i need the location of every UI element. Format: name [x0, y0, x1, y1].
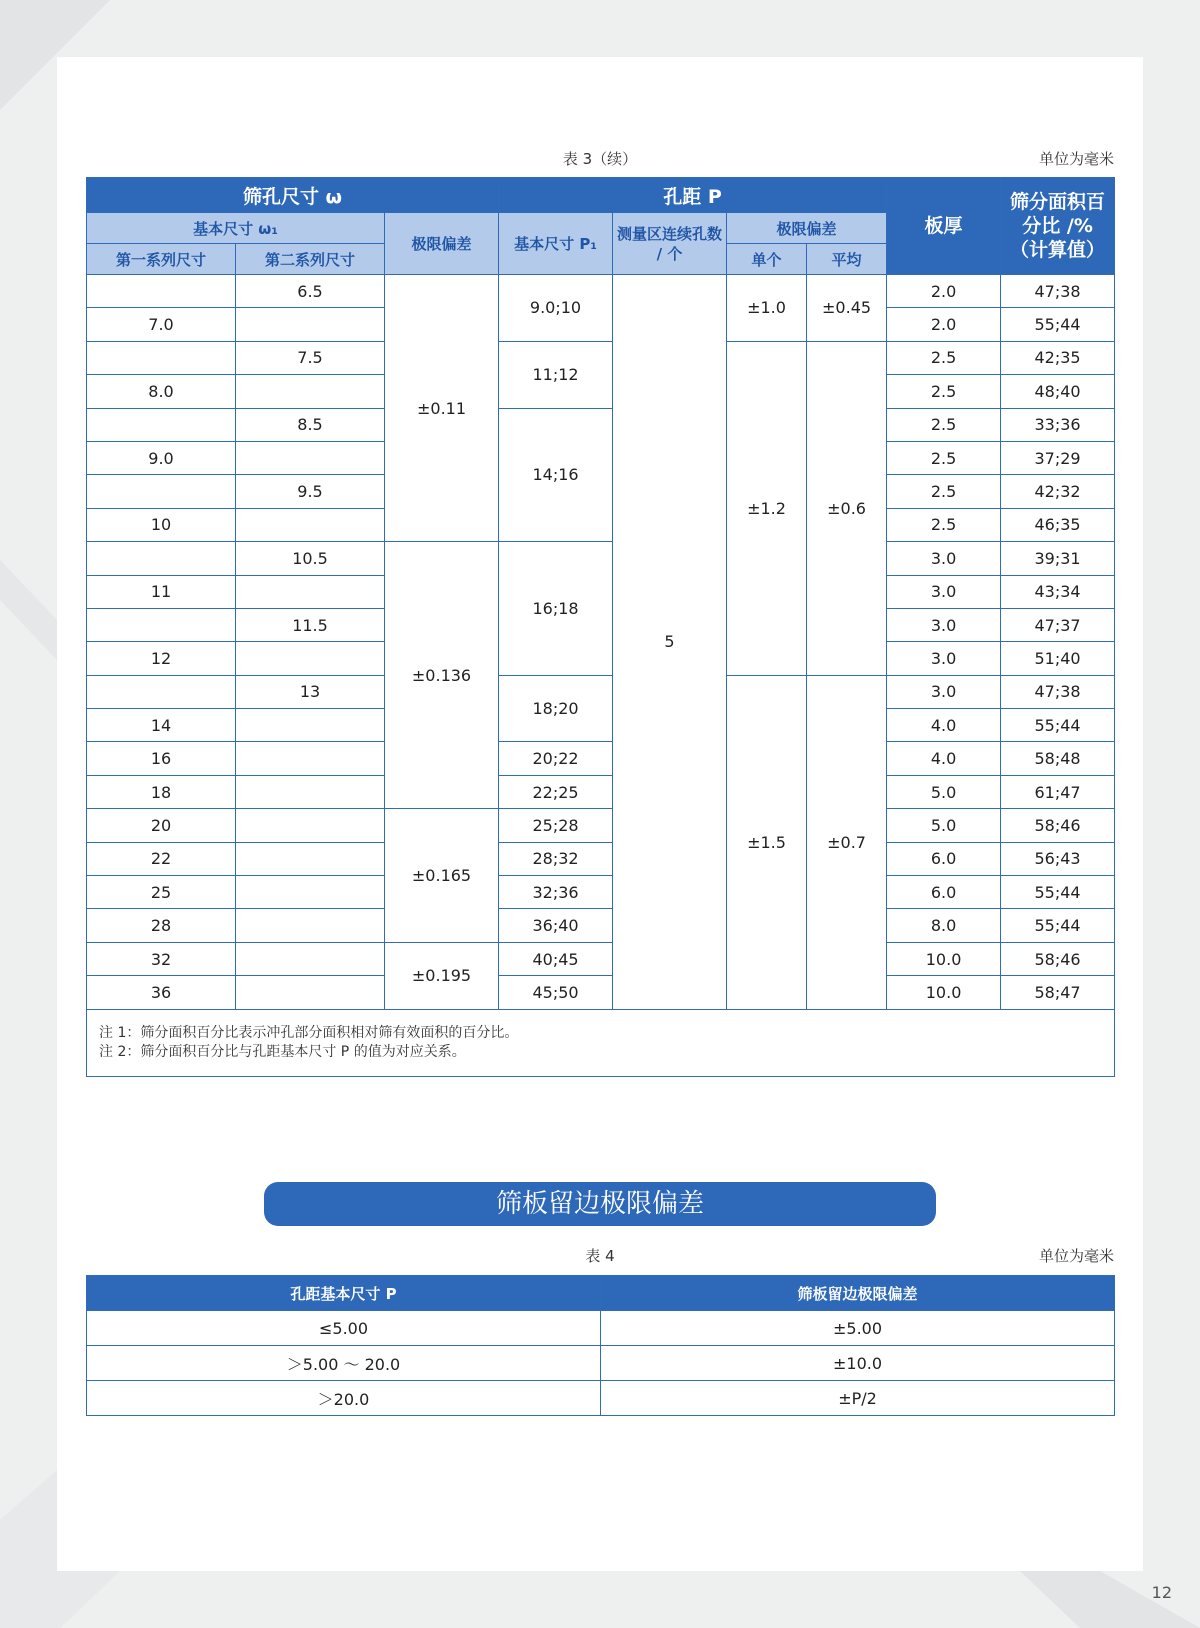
cell-area-pct: 42;35: [1001, 341, 1115, 374]
table4-caption: 表 4: [585, 1247, 615, 1265]
cell-pitch: 18;20: [499, 675, 613, 742]
cell-series2: [236, 709, 385, 742]
cell-thickness: 2.5: [887, 508, 1001, 541]
cell-series2: [236, 742, 385, 775]
cell-series1: 22: [87, 842, 236, 875]
cell-pitch: 45;50: [499, 976, 613, 1009]
cell-pitch: 25;28: [499, 809, 613, 842]
cell-area-pct: 48;40: [1001, 375, 1115, 408]
table-row: [87, 542, 1115, 575]
cell-area-pct: 55;44: [1001, 709, 1115, 742]
cell-area-pct: 55;44: [1001, 308, 1115, 341]
cell-series1: [87, 475, 236, 508]
cell-single-dev: ±1.5: [727, 675, 807, 1009]
cell-thickness: 2.5: [887, 341, 1001, 374]
table-row: [87, 408, 1115, 441]
table-row: [87, 1381, 1115, 1416]
cell-thickness: 2.5: [887, 475, 1001, 508]
cell-edge-dev: ±10.0: [601, 1346, 1115, 1381]
cell-series2: 10.5: [236, 542, 385, 575]
cell-single-dev: ±1.2: [727, 341, 807, 675]
cell-limit-dev: ±0.195: [385, 942, 499, 1009]
table3-unit: 单位为毫米: [1038, 150, 1114, 168]
cell-series2: [236, 909, 385, 942]
cell-area-pct: 33;36: [1001, 408, 1115, 441]
cell-thickness: 6.0: [887, 876, 1001, 909]
header-pitch-limit-dev: 极限偏差: [727, 213, 887, 244]
table-row: [87, 909, 1115, 942]
table-notes-row: [87, 1009, 1115, 1076]
cell-series1: [87, 275, 236, 308]
cell-series2: [236, 508, 385, 541]
header-basic-pitch: 基本尺寸 P₁: [499, 213, 613, 275]
cell-area-pct: 43;34: [1001, 575, 1115, 608]
header-edge-dev: 筛板留边极限偏差: [601, 1276, 1115, 1311]
cell-limit-dev: ±0.136: [385, 542, 499, 809]
page-number: 12: [1151, 1583, 1172, 1602]
cell-pitch: 16;18: [499, 542, 613, 676]
cell-avg-dev: ±0.7: [807, 675, 887, 1009]
header-sieve-size: 筛孔尺寸 ω: [87, 178, 499, 213]
header-measure-holes: 测量区连续孔数 / 个: [613, 213, 727, 275]
cell-measure-holes: 5: [613, 275, 727, 1010]
cell-thickness: 5.0: [887, 775, 1001, 808]
table-row: [87, 775, 1115, 808]
cell-area-pct: 58;48: [1001, 742, 1115, 775]
table3-caption: 表 3（续）: [562, 150, 638, 168]
header-single: 单个: [727, 244, 807, 275]
cell-area-pct: 47;38: [1001, 675, 1115, 708]
cell-thickness: 3.0: [887, 542, 1001, 575]
cell-edge-dev: ±P/2: [601, 1381, 1115, 1416]
table4-unit: 单位为毫米: [1038, 1247, 1114, 1265]
cell-series2: [236, 642, 385, 675]
section-title-banner: 筛板留边极限偏差: [264, 1182, 936, 1226]
cell-pitch: 22;25: [499, 775, 613, 808]
cell-series1: [87, 608, 236, 641]
cell-avg-dev: ±0.6: [807, 341, 887, 675]
table4: [86, 1275, 1115, 1416]
cell-series2: [236, 575, 385, 608]
cell-avg-dev: ±0.45: [807, 275, 887, 342]
cell-series1: 11: [87, 575, 236, 608]
cell-series2: 11.5: [236, 608, 385, 641]
table4-caption-row: [86, 1245, 1114, 1265]
cell-thickness: 2.5: [887, 441, 1001, 474]
cell-series1: 12: [87, 642, 236, 675]
cell-series1: 14: [87, 709, 236, 742]
note-1: 注 1：筛分面积百分比表示冲孔部分面积相对筛有效面积的百分比。: [99, 1024, 519, 1041]
header-average: 平均: [807, 244, 887, 275]
cell-area-pct: 37;29: [1001, 441, 1115, 474]
cell-series1: 18: [87, 775, 236, 808]
cell-area-pct: 58;46: [1001, 942, 1115, 975]
header-series1: 第一系列尺寸: [87, 244, 236, 275]
header-area-pct: 筛分面积百分比 /%（计算值）: [1001, 178, 1115, 275]
cell-series2: [236, 809, 385, 842]
cell-series2: [236, 942, 385, 975]
table-row: [87, 675, 1115, 708]
cell-series1: [87, 675, 236, 708]
cell-limit-dev: ±0.11: [385, 275, 499, 542]
cell-thickness: 8.0: [887, 909, 1001, 942]
table-row: [87, 742, 1115, 775]
cell-series2: 7.5: [236, 341, 385, 374]
cell-series2: [236, 842, 385, 875]
header-thickness: 板厚: [887, 178, 1001, 275]
cell-thickness: 3.0: [887, 675, 1001, 708]
table3: [86, 177, 1115, 1077]
cell-thickness: 2.5: [887, 375, 1001, 408]
cell-thickness: 10.0: [887, 976, 1001, 1009]
cell-series1: 9.0: [87, 441, 236, 474]
cell-area-pct: 58;46: [1001, 809, 1115, 842]
table-row: [87, 1311, 1115, 1346]
cell-series1: [87, 542, 236, 575]
cell-series1: 7.0: [87, 308, 236, 341]
cell-series2: [236, 375, 385, 408]
cell-pitch: 20;22: [499, 742, 613, 775]
cell-pitch-range: ＞5.00 ～ 20.0: [87, 1346, 601, 1381]
table-row: [87, 275, 1115, 308]
table-row: [87, 809, 1115, 842]
cell-thickness: 4.0: [887, 709, 1001, 742]
cell-series1: [87, 408, 236, 441]
cell-series2: 13: [236, 675, 385, 708]
cell-thickness: 6.0: [887, 842, 1001, 875]
cell-edge-dev: ±5.00: [601, 1311, 1115, 1346]
table-row: [87, 1346, 1115, 1381]
header-basic-size: 基本尺寸 ω₁: [87, 213, 385, 244]
cell-area-pct: 61;47: [1001, 775, 1115, 808]
cell-area-pct: 51;40: [1001, 642, 1115, 675]
table-row: [87, 976, 1115, 1009]
cell-series2: [236, 441, 385, 474]
cell-thickness: 3.0: [887, 608, 1001, 641]
cell-series1: [87, 341, 236, 374]
header-series2: 第二系列尺寸: [236, 244, 385, 275]
cell-area-pct: 39;31: [1001, 542, 1115, 575]
cell-pitch: 14;16: [499, 408, 613, 542]
cell-thickness: 2.0: [887, 275, 1001, 308]
cell-thickness: 3.0: [887, 642, 1001, 675]
cell-pitch: 40;45: [499, 942, 613, 975]
cell-thickness: 3.0: [887, 575, 1001, 608]
cell-series2: [236, 308, 385, 341]
cell-pitch-range: ＞20.0: [87, 1381, 601, 1416]
cell-series2: 8.5: [236, 408, 385, 441]
cell-single-dev: ±1.0: [727, 275, 807, 342]
table-row: [87, 842, 1115, 875]
cell-pitch: 9.0;10: [499, 275, 613, 342]
cell-series2: [236, 775, 385, 808]
cell-series1: 16: [87, 742, 236, 775]
header-pitch: 孔距 P: [499, 178, 887, 213]
cell-thickness: 2.0: [887, 308, 1001, 341]
cell-thickness: 5.0: [887, 809, 1001, 842]
cell-series1: 10: [87, 508, 236, 541]
header-limit-dev: 极限偏差: [385, 213, 499, 275]
cell-series2: 6.5: [236, 275, 385, 308]
cell-pitch: 32;36: [499, 876, 613, 909]
cell-area-pct: 58;47: [1001, 976, 1115, 1009]
cell-series1: 8.0: [87, 375, 236, 408]
cell-area-pct: 47;37: [1001, 608, 1115, 641]
cell-series2: 9.5: [236, 475, 385, 508]
cell-series1: 28: [87, 909, 236, 942]
cell-area-pct: 47;38: [1001, 275, 1115, 308]
table-row: [87, 942, 1115, 975]
cell-area-pct: 56;43: [1001, 842, 1115, 875]
cell-pitch-range: ≤5.00: [87, 1311, 601, 1346]
table3-caption-row: [86, 148, 1114, 168]
cell-pitch: 11;12: [499, 341, 613, 408]
cell-series2: [236, 876, 385, 909]
header-pitch-basic: 孔距基本尺寸 P: [87, 1276, 601, 1311]
cell-area-pct: 42;32: [1001, 475, 1115, 508]
table-row: [87, 876, 1115, 909]
cell-series1: 36: [87, 976, 236, 1009]
cell-pitch: 36;40: [499, 909, 613, 942]
cell-area-pct: 55;44: [1001, 876, 1115, 909]
cell-thickness: 4.0: [887, 742, 1001, 775]
cell-area-pct: 46;35: [1001, 508, 1115, 541]
table-row: [87, 341, 1115, 374]
table-notes: [87, 1009, 1115, 1076]
cell-series1: 20: [87, 809, 236, 842]
cell-thickness: 2.5: [887, 408, 1001, 441]
cell-series2: [236, 976, 385, 1009]
cell-pitch: 28;32: [499, 842, 613, 875]
cell-series1: 25: [87, 876, 236, 909]
cell-limit-dev: ±0.165: [385, 809, 499, 943]
cell-area-pct: 55;44: [1001, 909, 1115, 942]
note-2: 注 2：筛分面积百分比与孔距基本尺寸 P 的值为对应关系。: [99, 1043, 466, 1060]
cell-series1: 32: [87, 942, 236, 975]
cell-thickness: 10.0: [887, 942, 1001, 975]
